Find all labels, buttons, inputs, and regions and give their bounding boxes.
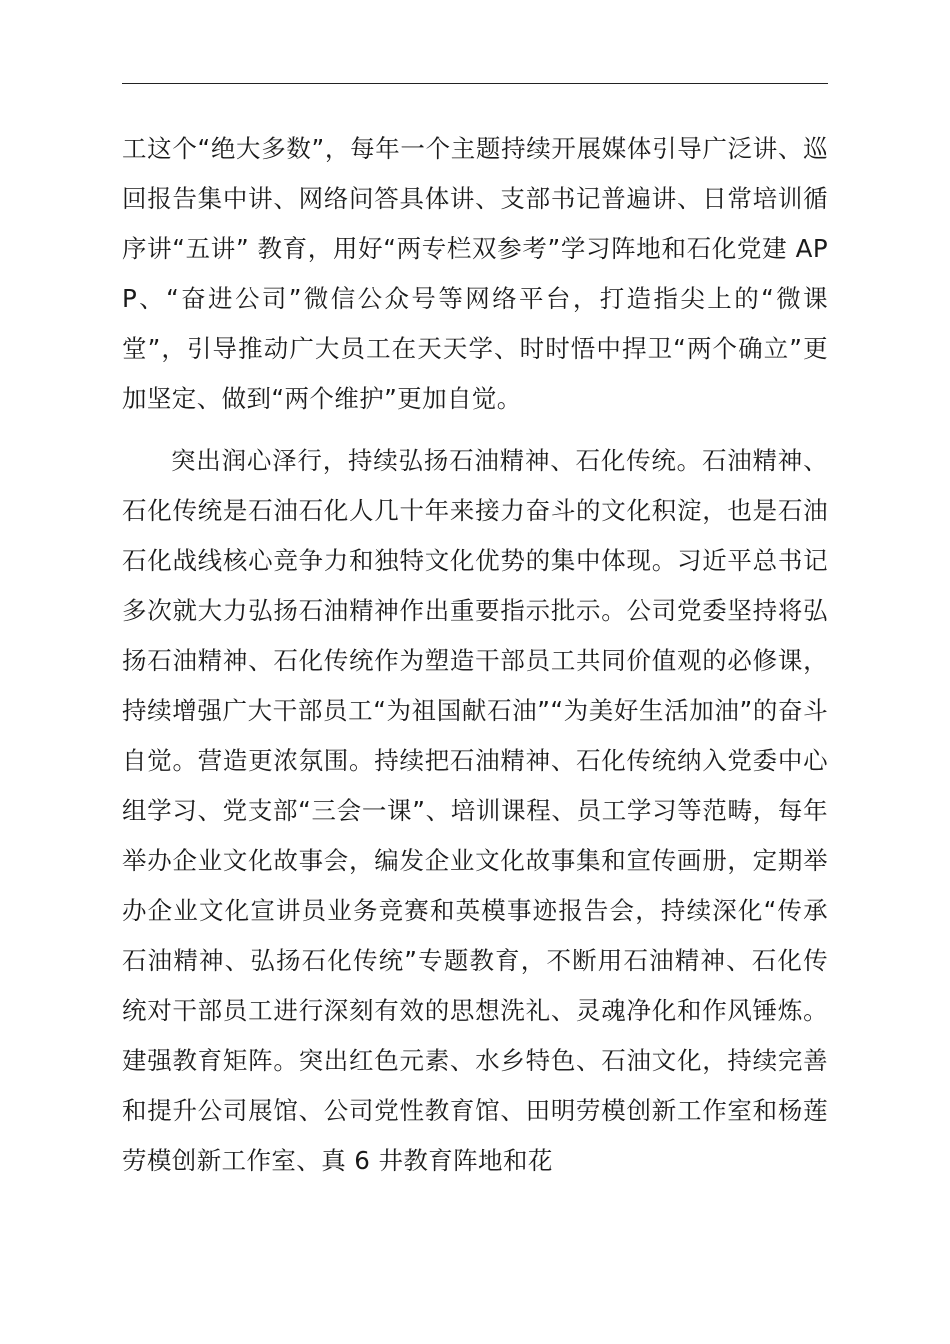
paragraph-continuation: 工这个“绝大多数”，每年一个主题持续开展媒体引导广泛讲、巡回报告集中讲、网络问答具体讲、支部书记普遍讲、日常培训循序讲“五讲” 教育，用好“两专栏双参考”学习阵地和石化党建 APP、“奋进公司”微信公众号等网络平台，打造指尖上的“微课堂”，引导推动广大员工在天天学、时时悟中捍卫“两个确立”更加坚定、做到“两个维护”更加自觉。 bbox=[122, 134, 828, 413]
header-rule bbox=[122, 83, 828, 84]
paragraph-petroleum-spirit: 突出润心泽行，持续弘扬石油精神、石化传统。石油精神、石化传统是石油石化人几十年来接力奋斗的文化积淀，也是石油石化战线核心竞争力和独特文化优势的集中体现。习近平总书记多次就大力弘扬石油精神作出重要指示批示。公司党委坚持将弘扬石油精神、石化传统作为塑造干部员工共同价值观的必修课，持续增强广大干部员工“为祖国献石油”“为美好生活加油”的奋斗自觉。营造更浓氛围。持续把石油精神、石化传统纳入党委中心组学习、党支部“三会一课”、培训课程、员工学习等范畴，每年举办企业文化故事会，编发企业文化故事集和宣传画册，定期举办企业文化宣讲员业务竞赛和英模事迹报告会，持续深化“传承石油精神、弘扬石化传统”专题教育，不断用石油精神、石化传统对干部员工进行深刻有效的思想洗礼、灵魂净化和作风锤炼。建强教育矩阵。突出红色元素、水乡特色、石油文化，持续完善和提升公司展馆、公司党性教育馆、田明劳模创新工作室和杨莲劳模创新工作室、真 6 井教育阵地和花 bbox=[122, 446, 828, 1175]
document-body bbox=[122, 124, 828, 1186]
